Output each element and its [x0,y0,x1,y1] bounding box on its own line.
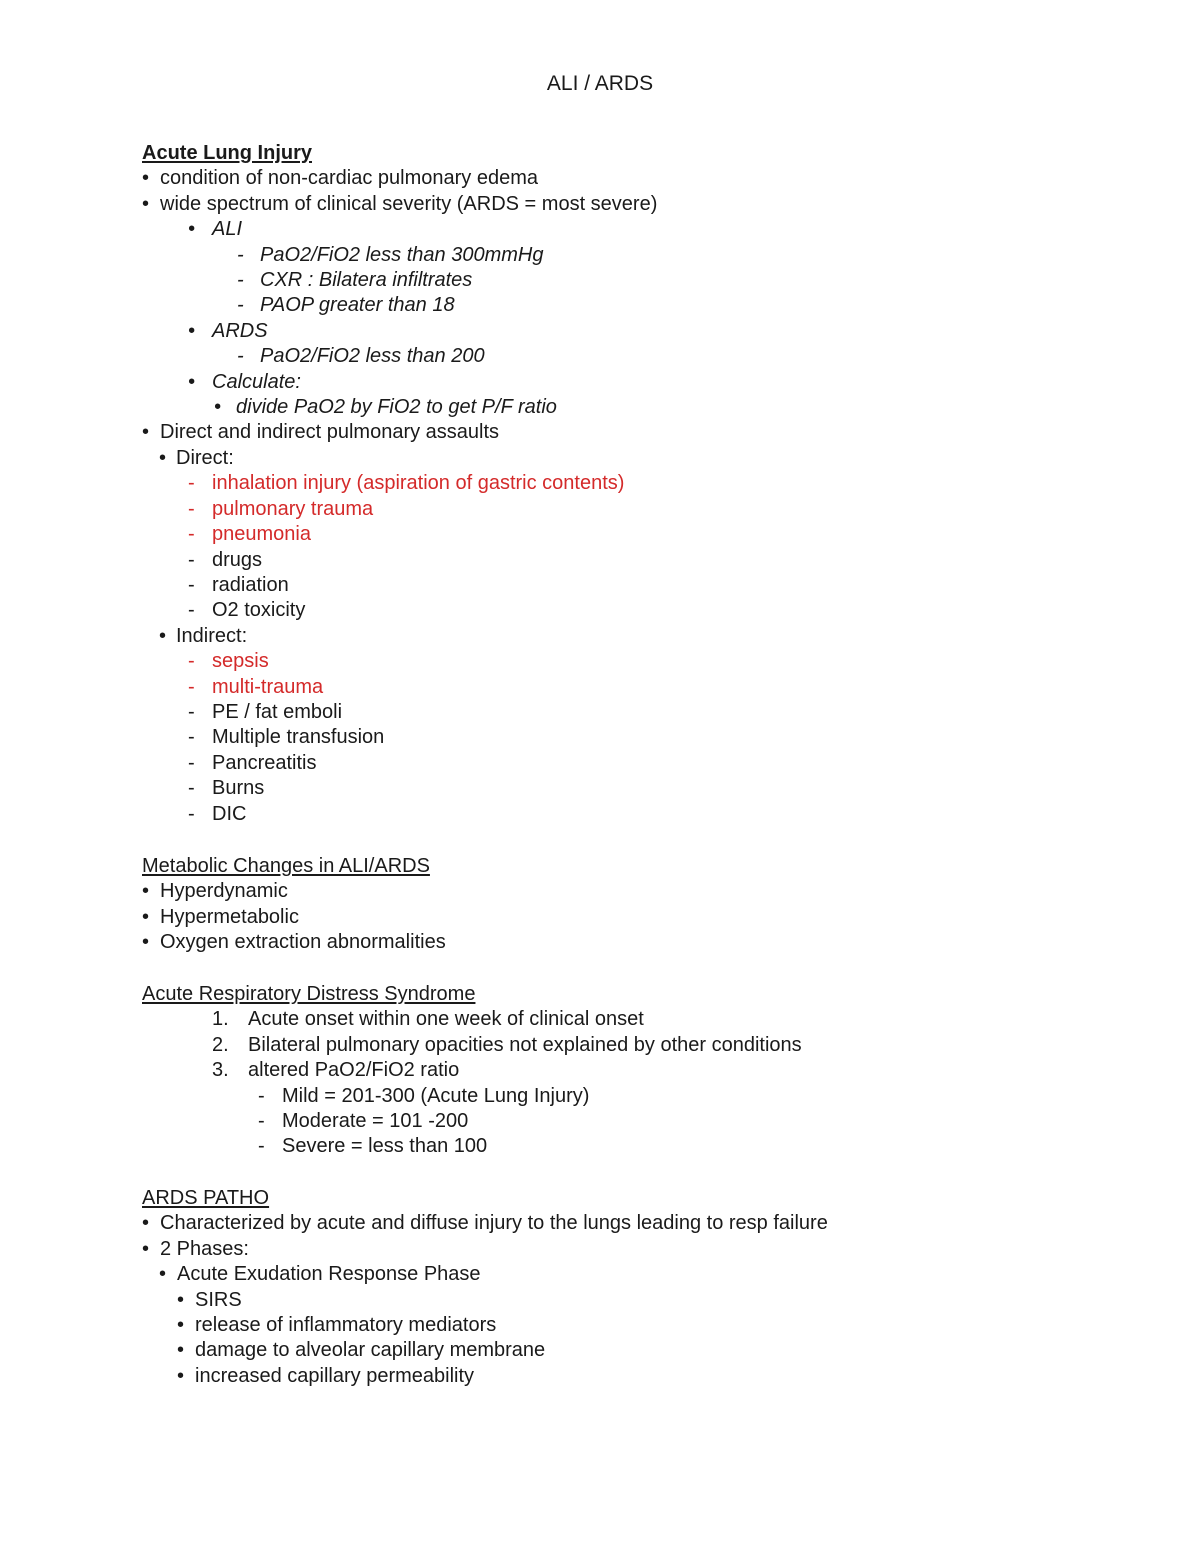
list-item: - Moderate = 101 -200 [258,1110,469,1133]
list-item: • Calculate: [188,370,301,393]
section-ards-patho [142,1186,1142,1389]
section-ards-definition [142,982,1142,1160]
numbered-item: 3. altered PaO2/FiO2 ratio [212,1059,460,1082]
list-item: • divide PaO2 by FiO2 to get P/F ratio [214,396,557,419]
list-item: - PE / fat emboli [188,700,343,723]
section-heading: Acute Respiratory Distress Syndrome [142,983,476,1005]
list-item: • release of inflammatory mediators [177,1314,497,1337]
list-item: • Direct: [159,446,234,469]
list-item: - Multiple transfusion [188,726,385,749]
list-item: • damage to alveolar capillary membrane [177,1339,546,1362]
list-item: • condition of non-cardiac pulmonary edema [142,167,538,190]
list-item: • Hyperdynamic [142,880,288,903]
section-acute-lung-injury [142,141,1142,827]
list-item: - Severe = less than 100 [258,1135,488,1158]
list-item: • wide spectrum of clinical severity (ARDS = most severe) [142,192,658,215]
list-item: - radiation [188,573,289,596]
list-item: • Indirect: [159,624,248,647]
list-item: - Pancreatitis [188,751,317,774]
list-item: - drugs [188,548,263,571]
list-item: - CXR : Bilatera infiltrates [237,269,473,292]
section-metabolic-changes [142,854,1142,956]
section-heading: ARDS PATHO [142,1187,270,1209]
list-item: - Burns [188,777,265,800]
list-item: - pulmonary trauma [188,497,374,520]
list-item: • Characterized by acute and diffuse injury to the lungs leading to resp failure [142,1212,828,1235]
numbered-item: 1. Acute onset within one week of clinical onset [212,1008,644,1031]
list-item: • SIRS [177,1288,242,1311]
list-item: - PaO2/FiO2 less than 200 [237,345,485,368]
document-title: ALI / ARDS [546,72,654,95]
list-item: • Direct and indirect pulmonary assaults [142,421,500,444]
list-item: • Oxygen extraction abnormalities [142,931,446,954]
section-heading: Acute Lung Injury [142,142,312,164]
list-item: - PaO2/FiO2 less than 300mmHg [237,243,544,266]
list-item: - DIC [188,802,247,825]
list-item: - Mild = 201-300 (Acute Lung Injury) [258,1084,590,1107]
list-item: - sepsis [188,650,269,673]
list-item: • ALI [188,218,243,241]
list-item: • Hypermetabolic [142,905,299,928]
list-item: • Acute Exudation Response Phase [159,1263,481,1286]
list-item: - multi-trauma [188,675,324,698]
list-item: - O2 toxicity [188,599,306,622]
list-item: - inhalation injury (aspiration of gastric contents) [188,472,625,495]
list-item: - pneumonia [188,523,311,546]
list-item: • 2 Phases: [142,1237,249,1260]
list-item: - PAOP greater than 18 [237,294,455,317]
list-item: • increased capillary permeability [177,1364,475,1387]
list-item: • ARDS [188,319,268,342]
section-heading: Metabolic Changes in ALI/ARDS [142,855,430,877]
numbered-item: 2. Bilateral pulmonary opacities not explained by other conditions [212,1033,802,1056]
